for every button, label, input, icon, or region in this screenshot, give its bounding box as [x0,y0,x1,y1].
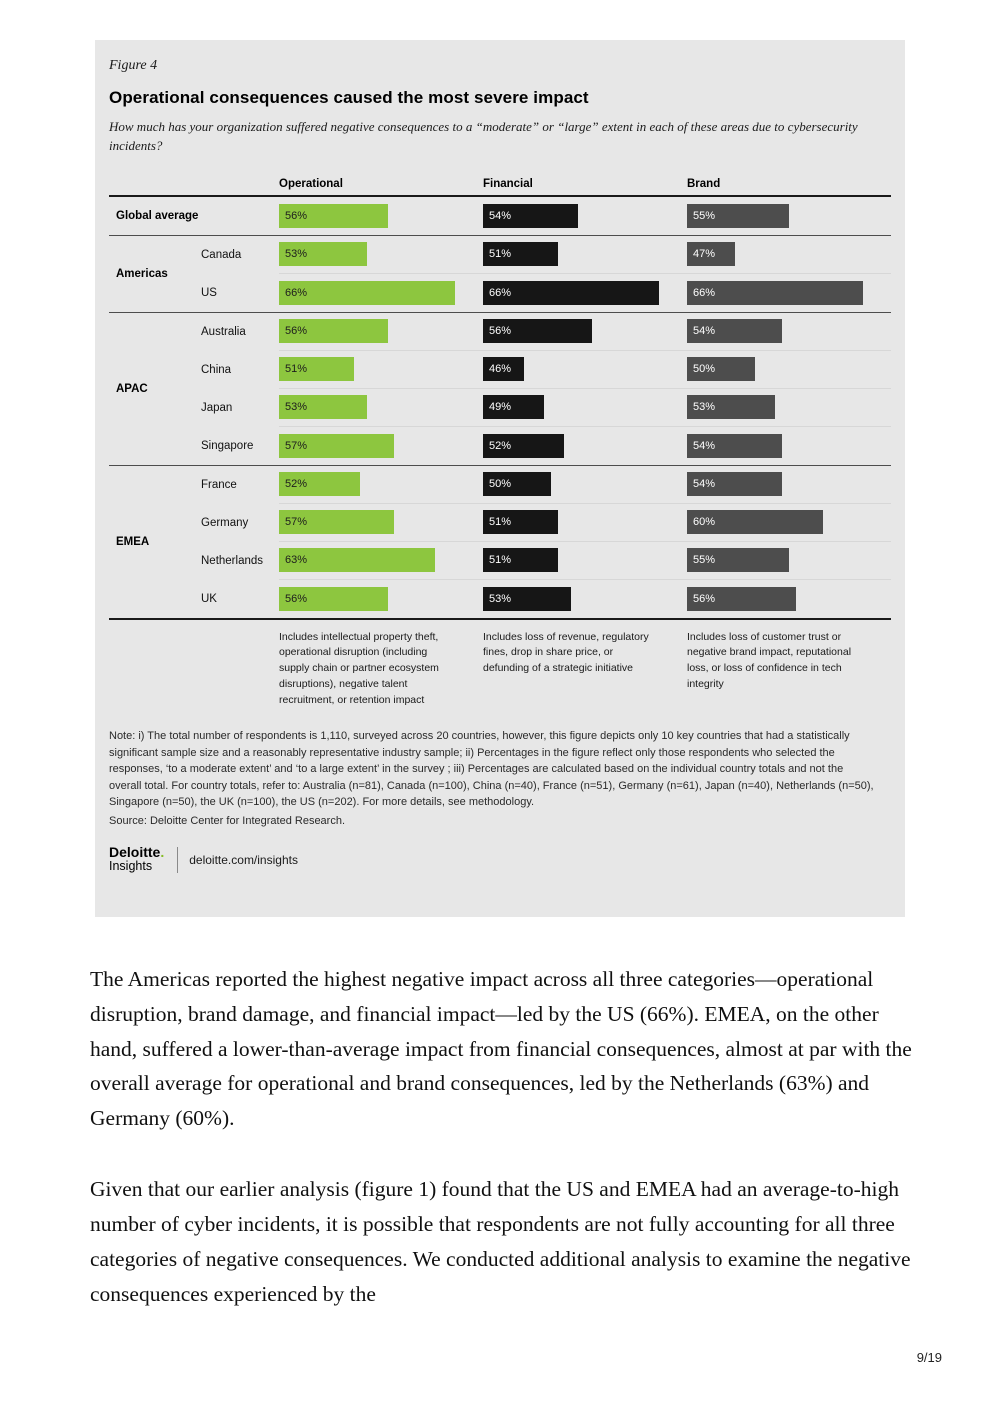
country-label: Canada [201,248,242,261]
bar-brand [687,472,782,496]
table-row [201,313,891,351]
bar-value-label: 54% [693,439,716,452]
bar-value-label: 56% [285,325,308,338]
figure-panel [95,40,905,917]
deloitte-brand-text: Deloitte [109,844,161,861]
note-text: Note: i) The total number of respondents is 1,110, surveyed across 20 countries, however, this figure depicts only 10 key countries that had a statistically significant sample size and a reasonably representative industry sample; ii) Percentages in the figure reflect only those respondents who selected the responses, ‘to a moderate extent’ and ‘to a large extent’ in the survey ; iii) Percentages are calculated based on the individual country totals and not the overall total. For country totals, refer to: Australia (n=81), Canada (n=100), China (n=40), France (n=51), Germany (n=61), Japan (n=40), Netherlands (n=50), Singapore (n=50), the UK (n=100), the US (n=202). For more details, see methodology. [109,730,874,809]
region-group [109,236,891,313]
bar-value-label: 60% [693,516,716,529]
bar-brand [687,319,782,343]
bar-value-label: 52% [285,478,308,491]
body-paragraph-2: Given that our earlier analysis (figure 1) found that the US and EMEA had an average-to-high number of cyber incidents, it is possible that respondents are not fully accounting for all three categories of negative consequences. We conducted additional analysis to examine the negative consequences experienced by the [90,1177,911,1306]
country-label: Australia [201,325,246,338]
bar-value-label: 52% [489,439,512,452]
bar-value-label: 66% [285,286,308,299]
figure-label: Figure 4 [109,58,158,73]
bar-value-label: 50% [693,363,716,376]
bar-value-label: 51% [285,363,308,376]
bar-value-label: 56% [285,592,308,605]
table-row [201,580,891,618]
bar-operational [279,242,367,266]
source-text: Source: Deloitte Center for Integrated Research. [109,814,346,827]
bar-value-label: 53% [285,401,308,414]
bar-financial [483,242,558,266]
bar-value-label: 46% [489,363,512,376]
table-row [201,197,891,235]
country-label: US [201,286,217,299]
bar-financial [483,357,524,381]
bar-operational [279,587,388,611]
region-group [109,466,891,620]
bar-operational [279,434,394,458]
bar-value-label: 57% [285,516,308,529]
column-header-brand: Brand [687,177,721,190]
bar-value-label: 51% [489,554,512,567]
column-header-financial: Financial [483,177,533,190]
bar-value-label: 53% [285,248,308,261]
bar-value-label: 55% [693,209,716,222]
bar-operational [279,319,388,343]
table-row [201,236,891,274]
bar-financial [483,587,571,611]
body-paragraph-1: The Americas reported the highest negative impact across all three categories—operational disruption, brand damage, and financial impact—led by the US (66%). EMEA, on the other hand, suffered a lower-than-average impact from financial consequences, almost at par with the overall average for operational and brand consequences, led by the Netherlands (63%) and Germany (60%). [90,967,912,1131]
logo-divider [177,847,178,873]
bar-brand [687,434,782,458]
table-row [201,351,891,389]
page-number: 9/19 [916,1350,942,1365]
bar-chart [109,178,891,620]
bar-operational [279,472,360,496]
country-label: Netherlands [201,554,264,567]
bar-financial [483,434,564,458]
bar-operational [279,395,367,419]
column-footnote-financial: Includes loss of revenue, regulatory fines, drop in share price, or defunding of a strategic initiative [483,630,649,675]
country-label: China [201,363,232,376]
table-row [201,542,891,580]
bar-financial [483,510,558,534]
figure-subtitle: How much has your organization suffered negative consequences to a “moderate” or “large” extent in each of these areas due to cybersecurity incidents? [109,119,858,153]
bar-operational [279,204,388,228]
bar-value-label: 50% [489,478,512,491]
bar-value-label: 53% [693,401,716,414]
table-row [201,274,891,312]
bar-value-label: 56% [489,325,512,338]
figure-title: Operational consequences caused the most severe impact [109,88,589,107]
region-group [109,313,891,466]
bar-operational [279,357,354,381]
country-label: Japan [201,401,233,414]
bar-value-label: 51% [489,248,512,261]
column-footnote-operational: Includes intellectual property theft, operational disruption (including supply chain or partner ecosystem disruptions), negative talent recruitment, or retention impact [279,630,439,706]
bar-financial [483,548,558,572]
bar-value-label: 55% [693,554,716,567]
bar-brand [687,357,755,381]
bar-financial [483,395,544,419]
deloitte-insights-logo [109,845,891,873]
deloitte-green-dot-icon: . [160,844,165,861]
chart-header-row [109,178,891,197]
bar-value-label: 47% [693,248,716,261]
country-label: Germany [201,516,249,529]
region-label: EMEA [116,535,150,548]
bar-financial [483,319,592,343]
bar-value-label: 63% [285,554,308,567]
bar-value-label: 66% [489,286,512,299]
bar-value-label: 56% [285,209,308,222]
bar-value-label: 54% [693,325,716,338]
bar-value-label: 51% [489,516,512,529]
bar-financial [483,281,659,305]
table-row [201,427,891,465]
bar-value-label: 66% [693,286,716,299]
bar-value-label: 49% [489,401,512,414]
bar-brand [687,510,823,534]
country-label [201,197,279,235]
bar-brand [687,204,789,228]
bar-brand [687,587,796,611]
insights-wordmark: Insights [109,859,153,874]
country-label: France [201,478,237,491]
bar-financial [483,472,551,496]
bar-brand [687,242,735,266]
bar-brand [687,281,863,305]
region-label: APAC [116,382,148,395]
bar-financial [483,204,578,228]
column-header-operational: Operational [279,177,343,190]
bar-value-label: 54% [693,478,716,491]
bar-value-label: 54% [489,209,512,222]
bar-value-label: 56% [693,592,716,605]
insights-website-link[interactable]: deloitte.com/insights [189,852,298,867]
table-row [201,466,891,504]
region-group [109,197,891,236]
country-label: UK [201,592,217,605]
bar-value-label: 57% [285,439,308,452]
column-footnotes [109,630,891,709]
bar-brand [687,395,775,419]
country-label: Singapore [201,439,254,452]
bar-operational [279,548,435,572]
table-row [201,389,891,427]
region-label: Global average [116,209,199,222]
column-footnote-brand: Includes loss of customer trust or negative brand impact, reputational loss, or loss of confidence in tech integrity [687,630,852,690]
bar-value-label: 53% [489,592,512,605]
region-label: Americas [116,267,168,280]
bar-brand [687,548,789,572]
bar-operational [279,510,394,534]
table-row [201,504,891,542]
deloitte-wordmark [109,845,164,873]
body-text [90,962,922,1311]
bar-operational [279,281,455,305]
